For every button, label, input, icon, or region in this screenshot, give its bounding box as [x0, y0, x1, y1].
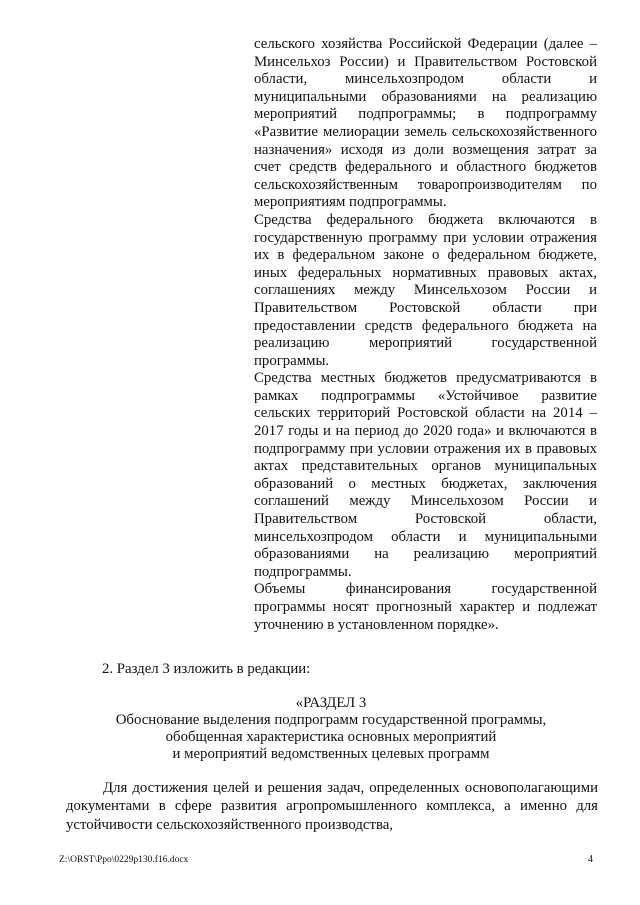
paragraph-federal-budget: Средства федерального бюджета включаются в государственную программу при условии отражения их в федеральном законе о федеральном бюджете, иных федеральных нормативных правовых актах, соглашениях между Минсельхозом России и Правительством Ростовской области при предоставлении средств федерального бюджета на реализацию мероприятий государственной программы. — [254, 211, 597, 369]
section-3-body-paragraph: Для достижения целей и решения задач, определенных основополагающими документами в сфере развития агропромышленного комплекса, а именно для устойчивости сельскохозяйственного производства, — [66, 780, 598, 833]
amendment-item-2: 2. Раздел 3 изложить в редакции: — [102, 661, 311, 677]
section-subtitle-line-1: Обоснование выделения подпрограмм государственной программы, — [115, 712, 547, 728]
paragraph-local-budgets: Средства местных бюджетов предусматриваются в рамках подпрограммы «Устойчивое развитие сельских территорий Ростовской области на 2014 – 2017 годы и на период до 2020 года» и включаются в подпрограмму при условии отражения их в правовых актах представительных органов муниципальных образований о местных бюджетах, заключения соглашений между Минсельхозом России и Правительством Ростовской области, минсельхозпродом области и муниципальными образованиями на реализацию мероприятий подпрограммы. — [254, 370, 597, 580]
paragraph-financing-volumes: Объемы финансирования государственной программы носят прогнозный характер и подлежат уточнению в установленном порядке». — [254, 581, 597, 633]
section-subtitle-line-2: обобщенная характеристика основных мероприятий — [165, 729, 497, 745]
paragraph-federal-agreements: сельского хозяйства Российской Федерации (далее – Минсельхоз России) и Правительством Ростовской области, минсельхозпродом области и муниципальными образованиями на реализацию мероприятий подпрограммы; в подпрограмму «Развитие мелиорации земель сельскохозяйственного назначения» исходя из доли возмещения затрат за счет средств федерального и областного бюджетов сельскохозяйственным товаропроизводителям по мероприятиям подпрограммы. — [254, 36, 597, 211]
page-number: 4 — [588, 854, 593, 865]
continued-text-column — [254, 36, 597, 634]
section-3-heading — [60, 695, 602, 763]
section-title: «РАЗДЕЛ 3 — [295, 695, 367, 711]
footer-file-path: Z:\ORST\Ppo\0229p130.f16.docx — [59, 855, 189, 865]
section-subtitle-line-3: и мероприятий ведомственных целевых программ — [172, 746, 490, 762]
